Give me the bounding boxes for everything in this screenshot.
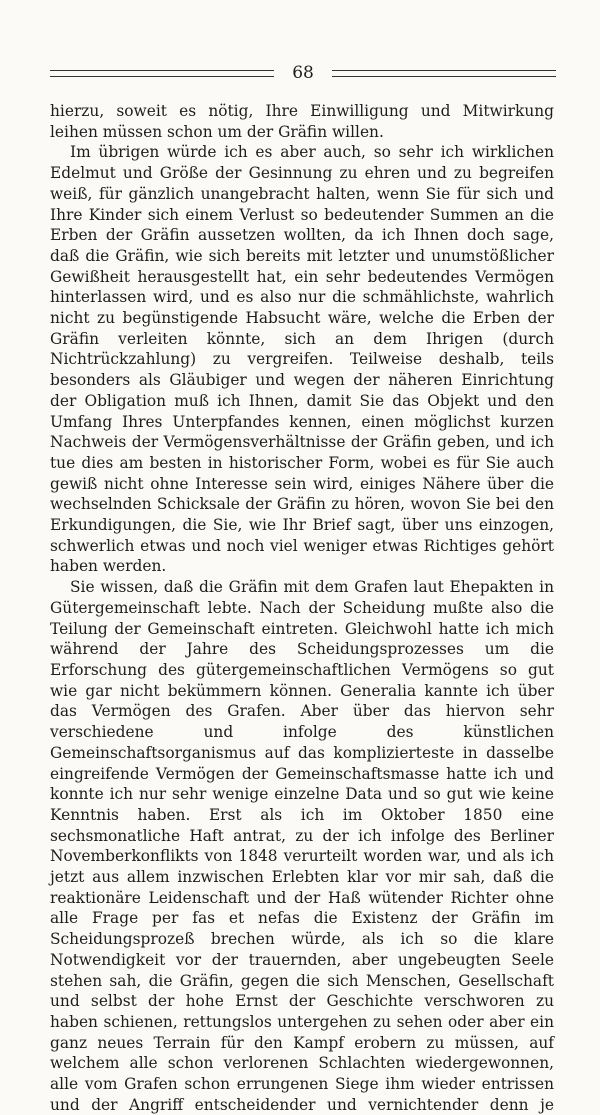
page-header [50,58,556,88]
paragraph: Im übrigen würde ich es aber auch, so sehr ich wirklichen Edelmut und Größe der Gesinnung zu ehren und zu begreifen weiß, für gänzlich unangebracht halten, wenn Sie für sich und Ihre Kinder sich einem Verlust so bedeutender Summen an die Erben der Gräfin aussetzen wollten, da ich Ihnen doch sage, daß die Gräfin, wie sich bereits mit letzter und unumstößlicher Gewißheit herausgestellt hat, ein sehr bedeutendes Vermögen hinterlassen wird, und es also nur die schmählichste, wahrlich nicht zu begünstigende Habsucht wäre, welche die Erben der Gräfin verleiten könnte, sich an dem Ihrigen (durch Nichtrückzahlung) zu vergreifen. Teilweise deshalb, teils besonders als Gläubiger und wegen der näheren Einrichtung der Obligation muß ich Ihnen, damit Sie das Objekt und den Umfang Ihres Unterpfandes kennen, einen möglichst kurzen Nachweis der Vermögensverhältnisse der Gräfin geben, und ich tue dies am besten in historischer Form, wobei es für Sie auch gewiß nicht ohne Interesse sein wird, einiges Nähere über die wechselnden Schicksale der Gräfin zu hören, wovon Sie bei den Erkundigungen, die Sie, wie Ihr Brief sagt, über uns einzogen, schwerlich etwas und noch viel weniger etwas Richtiges gehört haben werden. [50,143,554,576]
header-rule-left [50,70,274,77]
page-number: 68 [292,62,314,83]
paragraph-continued: hierzu, soweit es nötig, Ihre Einwilligung und Mitwirkung leihen müssen schon um der Gräfin willen. [50,102,554,141]
body-text [50,101,554,1115]
paragraph: Sie wissen, daß die Gräfin mit dem Grafen laut Ehepakten in Gütergemeinschaft lebte. Nach der Scheidung mußte also die Teilung der Gemeinschaft eintreten. Gleichwohl hatte ich mich während der Jahre des Scheidungsprozesses um die Erforschung des gütergemeinschaftlichen Vermögens so gut wie gar nicht bekümmern können. Generalia kannte ich über das Vermögen des Grafen. Aber über das hiervon sehr verschiedene und infolge des künstlichen Gemeinschaftsorganismus auf das komplizierteste in dasselbe eingreifende Vermögen der Gemeinschaftsmasse hatte ich und konnte ich nur sehr wenige einzelne Data und so gut wie keine Kenntnis haben. Erst als ich im Oktober 1850 eine sechsmonatliche Haft antrat, zu der ich infolge des Berliner Novemberkonflikts von 1848 verurteilt worden war, und als ich jetzt aus allem inzwischen Erlebten klar vor mir sah, daß die reaktionäre Leidenschaft und der Haß wütender Richter ohne alle Frage per fas et nefas die Existenz der Gräfin im Scheidungsprozeß brechen würde, als ich so die klare Notwendigkeit vor der trauernden, aber ungebeugten Seele stehen sah, die Gräfin, gegen die sich Menschen, Gesellschaft und selbst der hohe Ernst der Geschichte verschworen zu haben schienen, rettungslos untergehen zu sehen oder aber ein ganz neues Terrain für den Kampf erobern zu müssen, auf welchem alle schon verlorenen Schlachten wiedergewonnen, alle vom Grafen schon errungenen Siege ihm wieder entrissen und der Angriff entscheidender und vernichtender denn je [50,578,554,1114]
header-rule-right [332,70,556,77]
